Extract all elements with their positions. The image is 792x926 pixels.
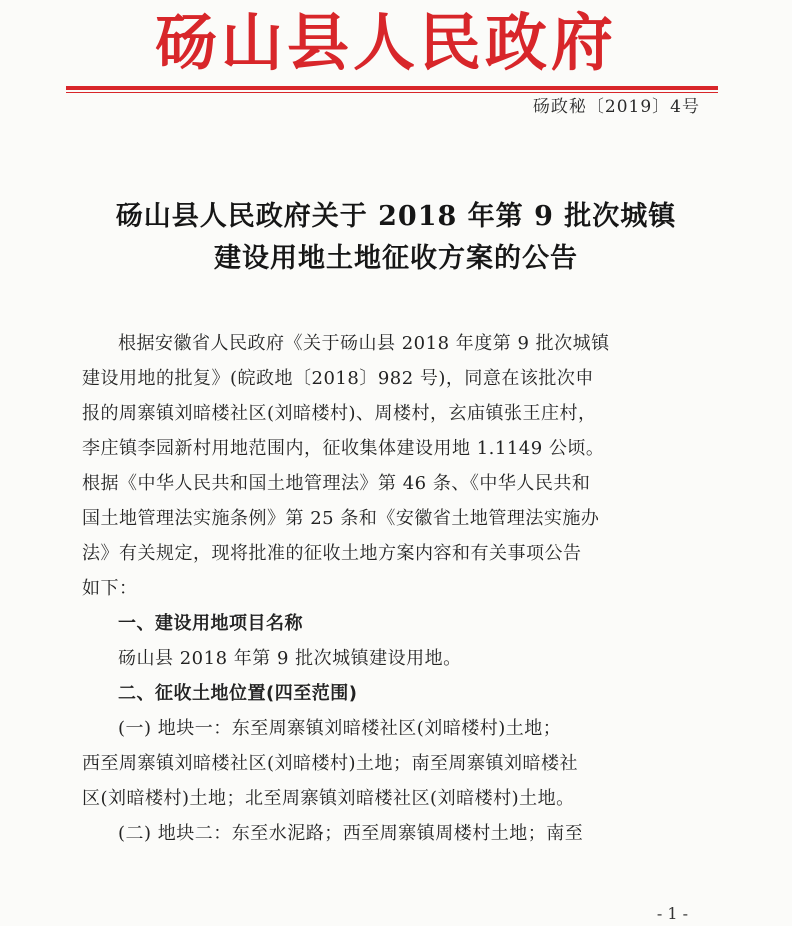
- intro-line: 国土地管理法实施条例》第 25 条和《安徽省土地管理法实施办: [82, 508, 600, 529]
- plot-1-line: 区(刘暗楼村)土地；北至周寨镇刘暗楼社区(刘暗楼村)土地。: [82, 788, 575, 809]
- document-body: [82, 326, 692, 851]
- title-line-1: 砀山县人民政府关于 2018 年第 9 批次城镇: [115, 201, 677, 232]
- section-1-heading: 一、建设用地项目名称: [118, 613, 303, 634]
- plot-1-line: (一) 地块一：东至周寨镇刘暗楼社区(刘暗楼村)土地；: [118, 718, 562, 739]
- plot-1-paragraph: [82, 711, 692, 816]
- intro-line: 根据《中华人民共和国土地管理法》第 46 条、《中华人民共和: [82, 473, 591, 494]
- intro-line: 建设用地的批复》(皖政地〔2018〕982 号)，同意在该批次申: [82, 368, 594, 389]
- section-2-heading: 二、征收土地位置(四至范围): [118, 683, 358, 704]
- plot-2-line: (二) 地块二：东至水泥路；西至周寨镇周楼村土地；南至: [118, 823, 584, 844]
- intro-paragraph: [82, 326, 692, 606]
- document-number: 砀政秘〔2019〕4号: [532, 97, 700, 117]
- intro-line: 法》有关规定，现将批准的征收土地方案内容和有关事项公告: [82, 543, 582, 564]
- intro-line: 报的周寨镇刘暗楼社区(刘暗楼村)、周楼村，玄庙镇张王庄村，: [82, 403, 597, 424]
- title-line-2: 建设用地土地征收方案的公告: [214, 243, 578, 274]
- section-1-text: 砀山县 2018 年第 9 批次城镇建设用地。: [118, 648, 462, 669]
- letterhead: [0, 0, 792, 82]
- page-number: - 1 -: [656, 904, 688, 923]
- intro-line: 如下：: [82, 578, 138, 599]
- letterhead-red-rule-thin: [66, 92, 718, 93]
- letterhead-red-rule: [66, 86, 718, 90]
- intro-line: 根据安徽省人民政府《关于砀山县 2018 年度第 9 批次城镇: [118, 333, 610, 354]
- document-title: [60, 196, 732, 280]
- plot-1-line: 西至周寨镇刘暗楼社区(刘暗楼村)土地；南至周寨镇刘暗楼社: [82, 753, 579, 774]
- intro-line: 李庄镇李园新村用地范围内，征收集体建设用地 1.1149 公顷。: [82, 438, 605, 459]
- letterhead-org-name: 砀山县人民政府: [154, 6, 617, 79]
